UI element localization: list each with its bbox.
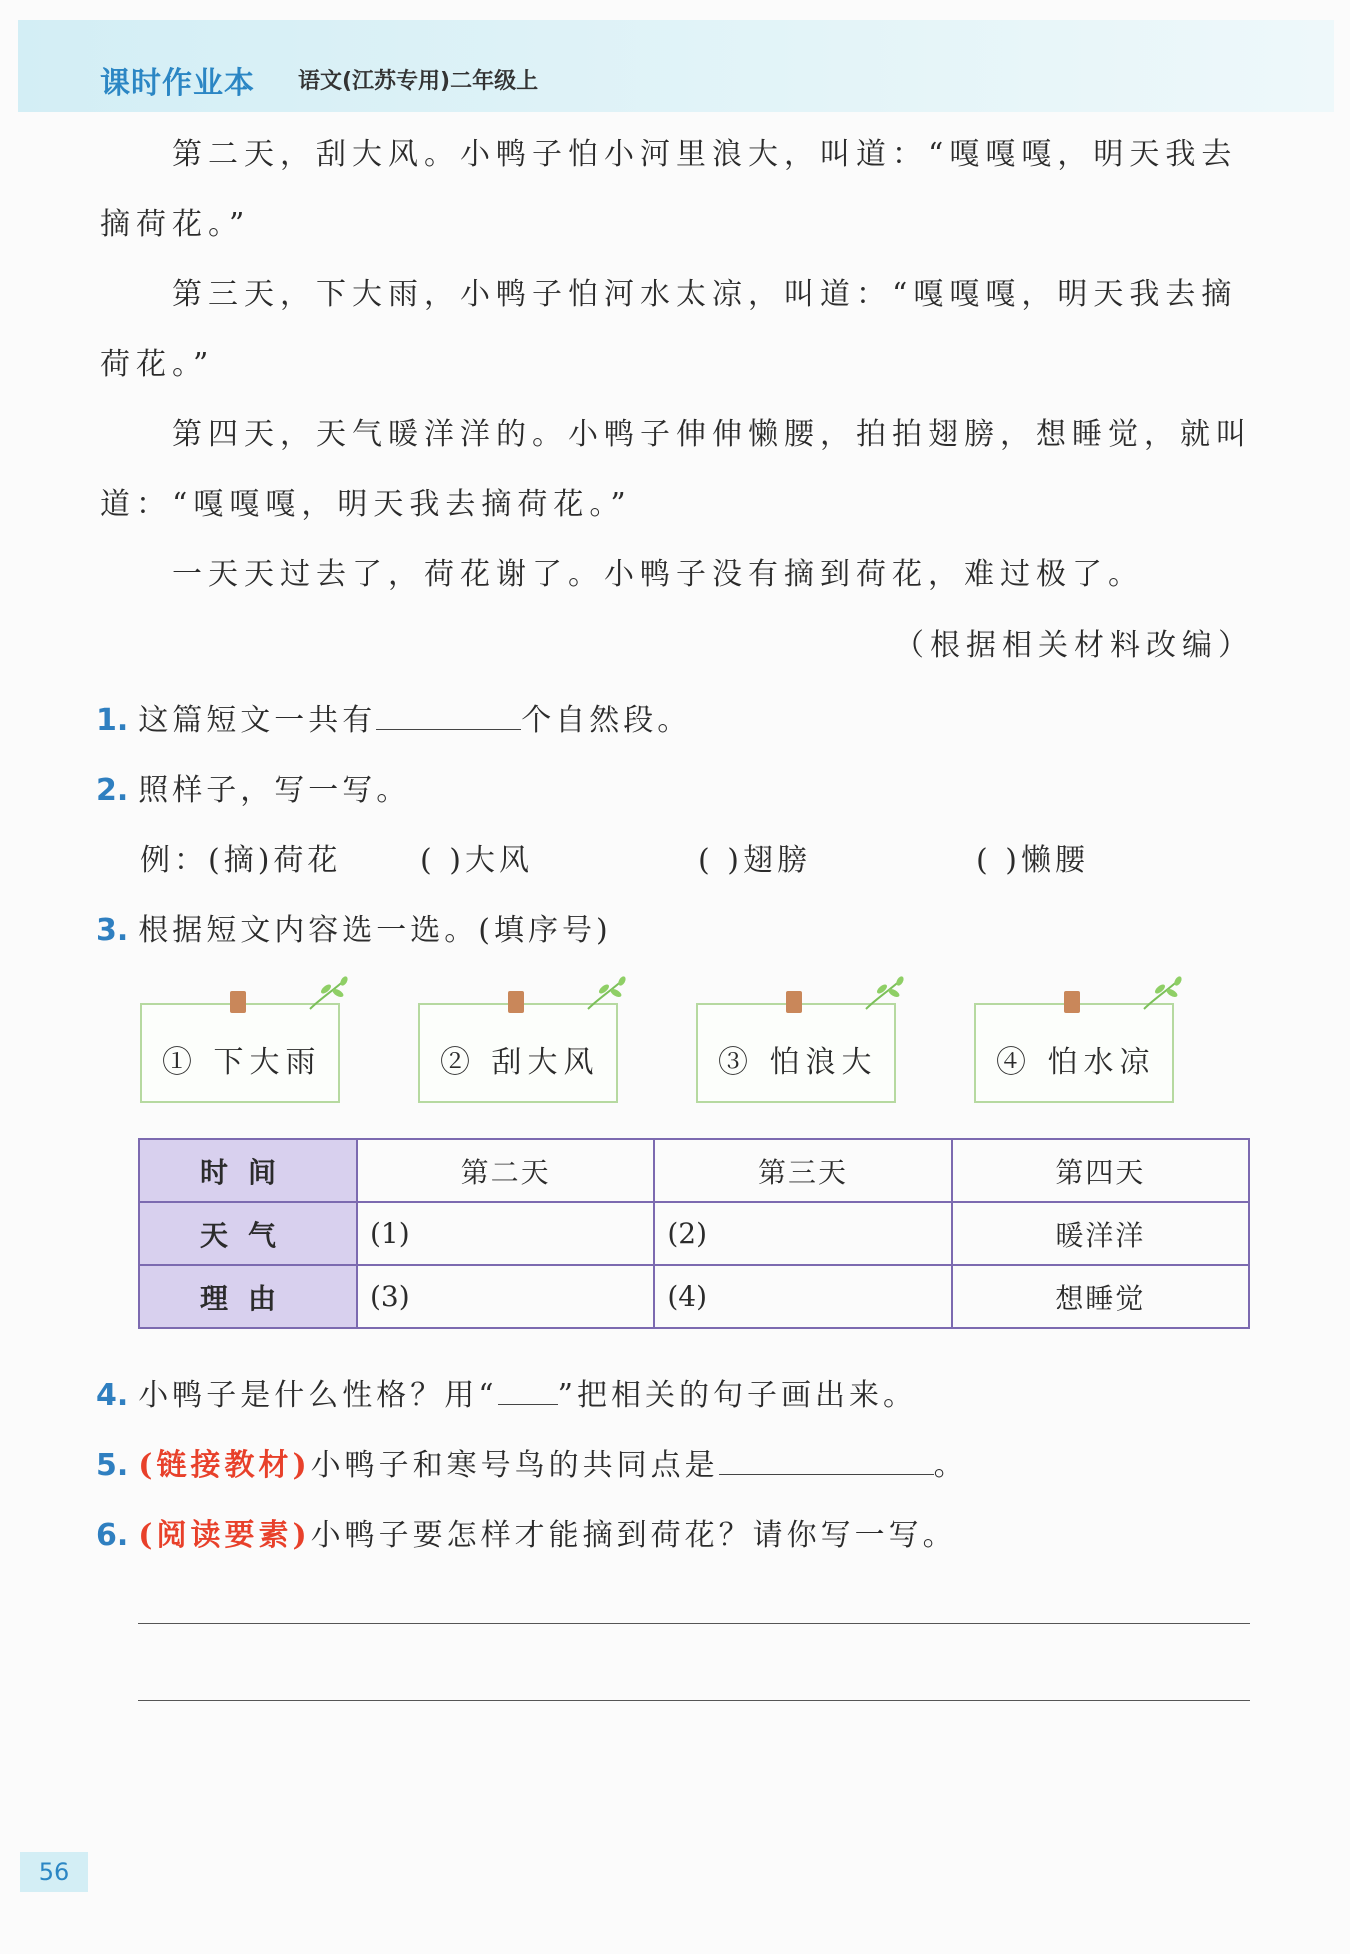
option-label: ④ 怕水凉 [996,1045,1156,1080]
table-cell: 第四天 [952,1139,1249,1202]
table-answer-cell-1[interactable]: (1) [357,1202,654,1265]
question-text: 小鸭子和寒号鸟的共同点是 [310,1448,719,1483]
book-title: 课时作业本 [100,66,255,101]
underline-sample [498,1404,558,1405]
reading-element-tag: (阅读要素) [138,1518,311,1553]
link-textbook-tag: (链接教材) [138,1448,311,1483]
question-number: 2. [96,773,129,808]
question-5 [96,1440,968,1484]
question-number: 5. [96,1448,129,1483]
option-card-2 [418,1003,618,1103]
clip-icon [1064,991,1080,1013]
passage-source: （根据相关材料改编） [894,628,1254,663]
option-label: ① 下大雨 [162,1045,322,1080]
table-row-weather [139,1202,1249,1265]
table-cell: 想睡觉 [952,1265,1249,1328]
question-3 [96,905,612,949]
answer-blank-common-point[interactable] [719,1474,934,1475]
vine-leaf-icon [1140,973,1186,1013]
table-row-reason [139,1265,1249,1328]
option-label: ② 刮大风 [440,1045,600,1080]
example-text: 例：(摘)荷花 [140,843,342,878]
clip-icon [508,991,524,1013]
table-cell: 暖洋洋 [952,1202,1249,1265]
question-text-end: 。 [933,1448,968,1483]
page-number: 56 [20,1852,88,1892]
table-row-time [139,1139,1249,1202]
table-answer-cell-2[interactable]: (2) [654,1202,951,1265]
answer-line-1[interactable] [138,1623,1250,1624]
option-card-3 [696,1003,896,1103]
table-header-reason: 理由 [139,1265,357,1328]
question-number: 4. [96,1378,129,1413]
table-answer-cell-4[interactable]: (4) [654,1265,951,1328]
question-text: 照样子，写一写。 [138,773,411,808]
fill-blank-wind[interactable]: ( )大风 [420,843,533,878]
table-answer-cell-3[interactable]: (3) [357,1265,654,1328]
fill-blank-wings[interactable]: ( )翅膀 [698,843,811,878]
option-card-4 [974,1003,1174,1103]
answer-table [138,1138,1250,1329]
clip-icon [230,991,246,1013]
question-text-end: ”把相关的句子画出来。 [557,1378,917,1413]
vine-leaf-icon [584,973,630,1013]
question-text-end: 个自然段。 [521,703,692,738]
vine-leaf-icon [306,973,352,1013]
question-number: 1. [96,703,129,738]
passage-paragraph-3: 第四天，天气暖洋洋的。小鸭子伸伸懒腰，拍拍翅膀，想睡觉，就叫道：“嘎嘎嘎，明天我去摘荷花。” [100,417,1252,522]
table-header-weather: 天气 [139,1202,357,1265]
clip-icon [786,991,802,1013]
question-number: 3. [96,913,129,948]
passage-paragraph-4: 一天天过去了，荷花谢了。小鸭子没有摘到荷花，难过极了。 [172,557,1144,592]
table-cell: 第二天 [357,1139,654,1202]
passage-paragraph-2: 第三天，下大雨，小鸭子怕河水太凉，叫道：“嘎嘎嘎，明天我去摘荷花。” [100,277,1238,382]
question-text: 这篇短文一共有 [138,703,377,738]
table-header-time: 时间 [139,1139,357,1202]
question-text: 小鸭子要怎样才能摘到荷花？请你写一写。 [310,1518,957,1553]
answer-line-2[interactable] [138,1700,1250,1701]
table-cell: 第三天 [654,1139,951,1202]
passage-paragraph-1: 第二天，刮大风。小鸭子怕小河里浪大，叫道：“嘎嘎嘎，明天我去摘荷花。” [100,137,1238,242]
fill-blank-stretch[interactable]: ( )懒腰 [976,843,1089,878]
question-4 [96,1370,917,1414]
question-2 [96,765,410,809]
answer-blank-paragraph-count[interactable] [376,729,521,730]
question-6 [96,1510,957,1554]
option-label: ③ 怕浪大 [718,1045,878,1080]
vine-leaf-icon [862,973,908,1013]
question-1 [96,695,691,739]
question-text: 根据短文内容选一选。(填序号) [138,913,612,948]
book-subtitle: 语文(江苏专用)二年级上 [298,69,539,94]
question-text: 小鸭子是什么性格？用“ [138,1378,498,1413]
question-number: 6. [96,1518,129,1553]
option-card-1 [140,1003,340,1103]
